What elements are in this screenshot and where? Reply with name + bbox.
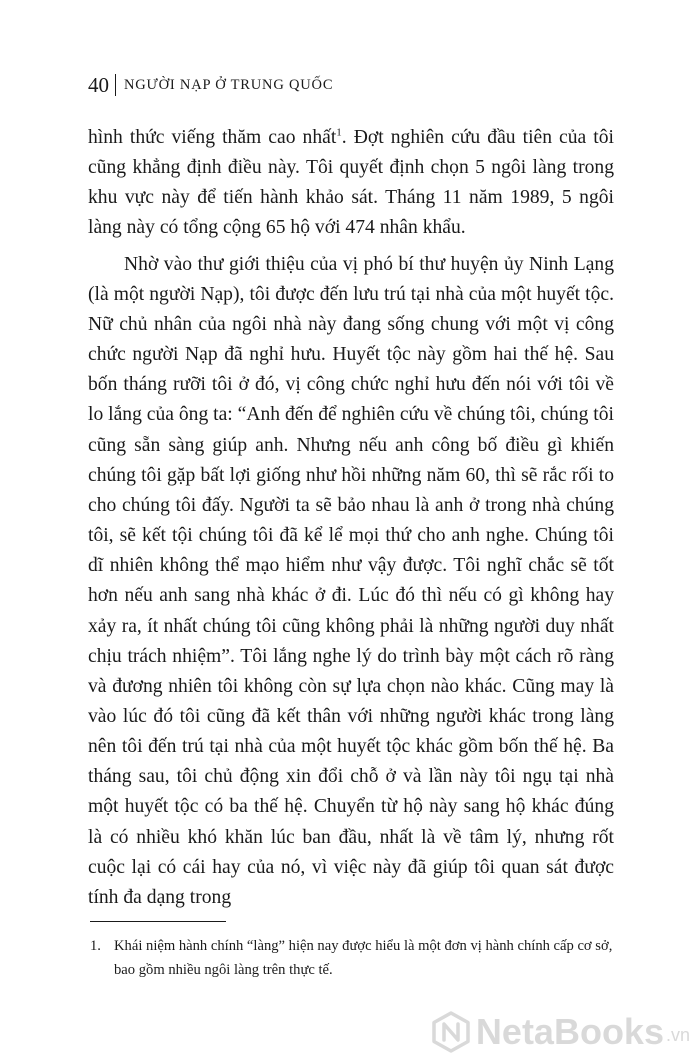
watermark-suffix: .vn [665,1025,690,1045]
footnote-number: 1. [90,938,101,954]
watermark-brand: NetaBooks [475,1011,664,1052]
page-number: 40 [88,72,109,97]
paragraph-2: Nhờ vào thư giới thiệu của vị phó bí thư huyện ủy Ninh Lạng (là một người Nạp), tôi được đến lưu trú tại nhà của một huyết tộc. Nữ chủ nhân của ngôi nhà này đang sống chung với một vị công chức người Nạp đã nghỉ hưu. Huyết tộc này gồm hai thế hệ. Sau bốn tháng rưỡi tôi ở đó, vị công chức nghỉ hưu đến nói với tôi về lo lắng của ông ta: “Anh đến để nghiên cứu về chúng tôi, chúng tôi cũng sẵn sàng giúp anh. Nhưng nếu anh công bố điều gì khiến chúng tôi gặp bất lợi giống như hồi những năm 60, thì sẽ rắc rối to cho chúng tôi đấy. Người ta sẽ bảo nhau là anh ở trong nhà chúng tôi, sẽ kết tội chúng tôi đã kể lể mọi thứ cho anh nghe. Chúng tôi dĩ nhiên không thể mạo hiểm như vậy được. Tôi nghĩ chắc sẽ tốt hơn nếu anh sang nhà khác ở đi. Lúc đó thì nếu có gì không hay xảy ra, ít nhất chúng tôi cũng không phải là những người duy nhất chịu trách nhiệm”. Tôi lắng nghe lý do trình bày một cách rõ ràng và đương nhiên tôi không còn sự lựa chọn nào khác. Cũng may là vào lúc đó tôi cũng đã kết thân với những người khác trong làng nên tôi đến trú tại nhà của một huyết tộc khác gồm bốn thế hệ. Ba tháng sau, tôi chủ động xin đổi chỗ ở và lần này tôi ngụ tại nhà một huyết tộc có ba thế hệ. Chuyển từ hộ này sang hộ khác đúng là có nhiều khó khăn lúc ban đầu, nhất là về tâm lý, nhưng rốt cuộc lại có cái hay của nó, vì việc này đã giúp tôi quan sát được tính đa dạng trong [88,253,614,908]
body-text [88,123,614,913]
paragraph-1 [88,123,614,244]
footnote [90,934,614,982]
paragraph-1-start: hình thức viếng thăm cao nhất [88,127,337,148]
watermark [430,1011,690,1053]
paragraph-1-rest: . Đợt nghiên cứu đầu tiên của tôi cũng khẳng định điều này. Tôi quyết định chọn 5 ngôi làng trong khu vực này để tiến hành khảo sát. Tháng 11 năm 1989, 5 ngôi làng này có tổng cộng 65 hộ với 474 nhân khẩu. [88,127,614,239]
running-title: NGƯỜI NẠP Ở TRUNG QUỐC [124,76,334,93]
header-divider [115,74,116,96]
footnote-text: Khái niệm hành chính “làng” hiện nay được hiểu là một đơn vị hành chính cấp cơ sở, bao gồm nhiều ngôi làng trên thực tế. [114,938,613,978]
netabooks-logo-icon [430,1011,472,1053]
footnote-divider [90,921,226,922]
footnote-reference: 1 [336,126,342,139]
running-head [88,70,333,100]
